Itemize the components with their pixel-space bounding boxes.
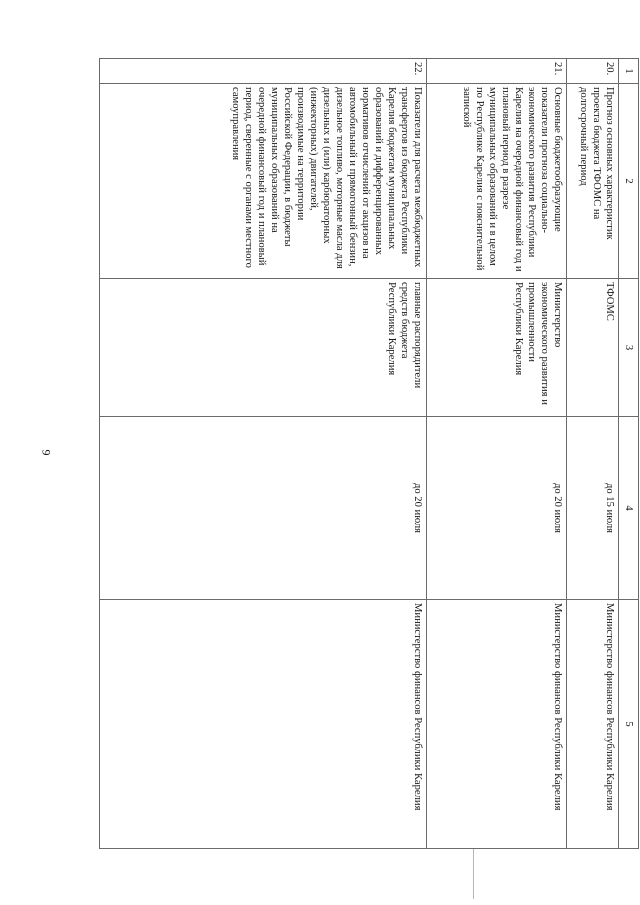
recipient-cell: Министерство финансов Республики Карелия: [100, 600, 427, 849]
table-header-row: [619, 59, 639, 849]
table-row: [100, 59, 427, 849]
submitter-cell: ТФОМС: [567, 279, 619, 417]
submitter-cell: главные распорядители средств бюджета Республики Карелия: [100, 279, 427, 417]
table-row: [567, 59, 619, 849]
recipient-cell: Министерство финансов Республики Карелия: [567, 600, 619, 849]
header-cell: 3: [619, 279, 639, 417]
indicator-cell: Прогноз основных характеристик проекта бюджета ТФОМС на долгосрочный период: [567, 84, 619, 279]
deadline-cell: до 15 июля: [567, 417, 619, 600]
header-cell: 4: [619, 417, 639, 600]
recipient-cell: Министерство финансов Республики Карелия: [427, 600, 567, 849]
header-cell: 2: [619, 84, 639, 279]
rotated-page-content: [99, 58, 639, 848]
page-number: 9: [39, 449, 54, 456]
deadline-cell: до 20 июля: [100, 417, 427, 600]
submitter-cell: Министерство экономического развития и промышленности Республики Карелия: [427, 279, 567, 417]
header-cell: 1: [619, 59, 639, 84]
indicator-cell: Показатели для расчета межбюджетных трансфертов из бюджета Республики Карелия бюджетам муниципальных образований и дифференцированных нормативов отчислений от акцизов на автомобильный и прямогонный бензин, дизельное топливо, моторные масла для дизельных и (или) карбюраторных (инжекторных) двигателей, производимые на территории Российской Федерации, в бюджеты муниципальных образований на очередной финансовый год и плановый период, сверенные с органами местного самоуправления: [100, 84, 427, 279]
row-number: 21.: [427, 59, 567, 84]
row-number: 20.: [567, 59, 619, 84]
deadline-cell: до 20 июля: [427, 417, 567, 600]
row-number: 22.: [100, 59, 427, 84]
margin-line: [473, 849, 474, 899]
indicator-cell: Основные бюджетообразующие показатели прогноза социально-экономического развития Республики Карелия на очередной финансовый год и плановый период в разрезе муниципальных образований и в целом по Республике Карелия с пояснительной запиской: [427, 84, 567, 279]
budget-deadlines-table: [99, 58, 639, 849]
header-cell: 5: [619, 600, 639, 849]
table-row: [427, 59, 567, 849]
